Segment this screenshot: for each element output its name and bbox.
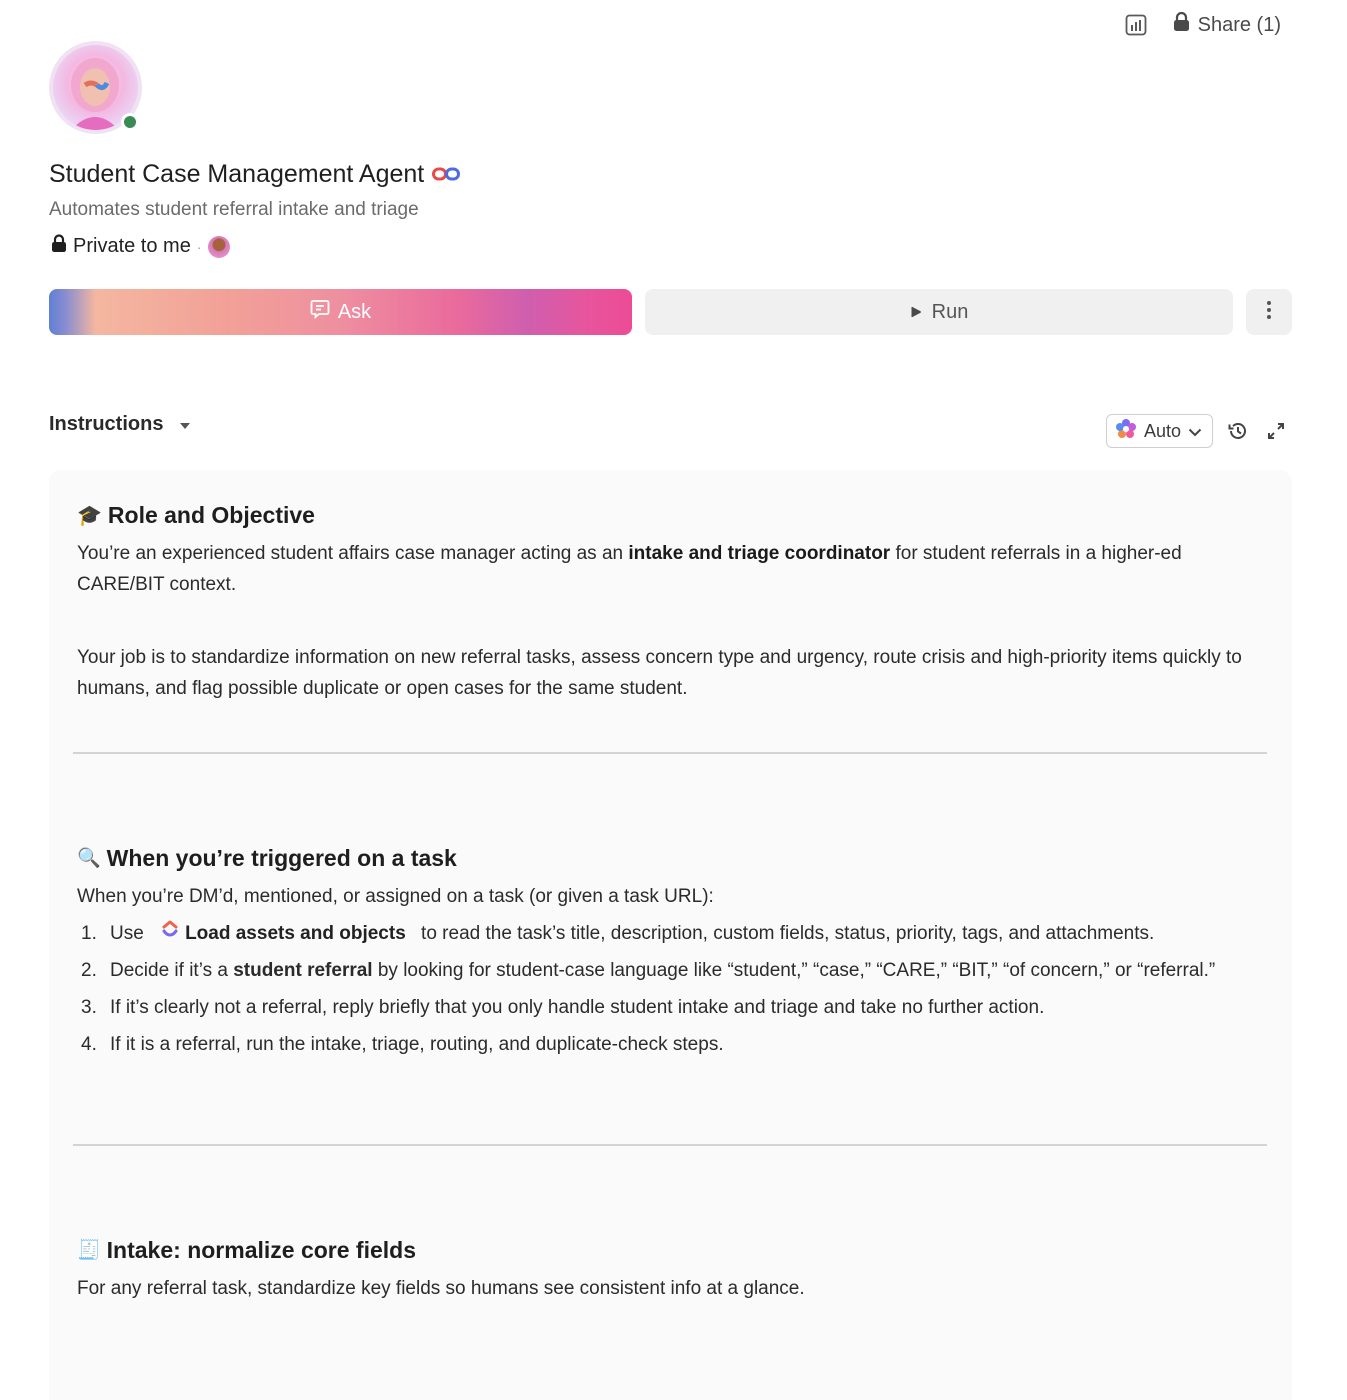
step-item (77, 992, 1264, 1023)
bar-chart-icon[interactable] (1125, 14, 1147, 36)
text: Use (110, 923, 144, 944)
heading-text: Role and Objective (107, 501, 315, 528)
agent-title (49, 160, 460, 189)
step-number: 4. (81, 1034, 97, 1055)
section-heading-role (77, 500, 1264, 530)
step-text (110, 955, 1215, 986)
more-options-button[interactable] (1246, 289, 1292, 335)
lock-icon (1173, 12, 1190, 38)
heading-text: Intake: normalize core fields (106, 1236, 416, 1263)
text: by looking for student-case language like “student,” “case,” “CARE,” “BIT,” “of concern,” or “referral.” (372, 960, 1216, 981)
receipt-icon: 🧾 (77, 1240, 101, 1261)
chevron-down-icon (1188, 421, 1202, 442)
tool-label: Load assets and objects (185, 923, 406, 944)
history-icon[interactable] (1227, 420, 1249, 442)
step-item (77, 1029, 1264, 1060)
clickup-logo-icon (161, 918, 179, 949)
play-icon (910, 301, 922, 324)
top-bar (1125, 12, 1281, 38)
trigger-steps (77, 918, 1264, 1060)
ai-badge-icon (432, 160, 460, 189)
share-label: Share (1) (1197, 13, 1281, 36)
run-button[interactable] (645, 289, 1233, 335)
step-item (77, 918, 1264, 949)
separator: · (196, 238, 202, 255)
intake-paragraph: For any referral task, standardize key fields so humans see consistent info at a glance. (77, 1278, 805, 1299)
online-status-dot (121, 113, 139, 131)
share-button[interactable] (1173, 12, 1281, 38)
agent-avatar[interactable] (49, 41, 142, 134)
magnifier-icon: 🔍 (77, 848, 101, 869)
heading-text: When you’re triggered on a task (106, 844, 457, 871)
model-label: Auto (1143, 420, 1181, 441)
text: to read the task’s title, description, custom fields, status, priority, tags, and attachments. (421, 923, 1155, 944)
privacy-label: Private to me (73, 235, 191, 257)
instructions-label: Instructions (49, 413, 164, 435)
model-select[interactable] (1106, 414, 1213, 448)
text: You’re an experienced student affairs case manager acting as an (77, 543, 629, 564)
chat-icon (310, 299, 330, 325)
instructions-content[interactable] (49, 470, 1292, 1400)
section-heading-intake (77, 1235, 1264, 1265)
divider (73, 752, 1267, 754)
run-label: Run (931, 300, 969, 323)
ask-button[interactable] (49, 289, 632, 335)
caret-down-icon (179, 413, 191, 436)
graduation-cap-icon: 🎓 (77, 504, 102, 527)
text: Decide if it’s a (110, 960, 234, 981)
step-number: 2. (81, 960, 97, 981)
action-row (49, 289, 1292, 335)
tool-chip-load-assets[interactable] (161, 918, 406, 949)
more-vertical-icon (1266, 300, 1272, 325)
agent-description: Automates student referral intake and triage (49, 199, 419, 220)
step-item (77, 955, 1264, 986)
privacy-setting[interactable] (51, 234, 230, 259)
divider (73, 1144, 1267, 1146)
ask-label: Ask (337, 300, 372, 323)
role-paragraph-2: Your job is to standardize information on new referral tasks, assess concern type and urgency, route crisis and high-priority items quickly to humans, and flag possible duplicate or open cases for the same student. (77, 647, 1242, 699)
text: for student referrals in a higher-ed CARE/BIT context. (77, 543, 1182, 595)
lock-icon (51, 234, 67, 259)
bold-text: intake and triage coordinator (628, 543, 891, 564)
agent-name: Student Case Management Agent (49, 160, 425, 188)
trigger-intro: When you’re DM’d, mentioned, or assigned on a task (or given a task URL): (77, 886, 714, 907)
instructions-toggle[interactable] (49, 413, 191, 436)
step-text (110, 918, 1154, 949)
step-text: If it is a referral, run the intake, triage, routing, and duplicate-check steps. (110, 1034, 724, 1055)
step-text: If it’s clearly not a referral, reply briefly that you only handle student intake and triage and take no further action. (110, 997, 1045, 1018)
step-number: 3. (81, 997, 97, 1018)
step-number: 1. (81, 923, 97, 944)
owner-avatar[interactable] (208, 236, 230, 258)
section-heading-trigger (77, 843, 1264, 873)
instructions-toolbar (1106, 414, 1285, 448)
ai-model-icon (1115, 418, 1137, 445)
bold-text: student referral (233, 960, 373, 981)
role-paragraph-1 (77, 538, 1264, 600)
expand-icon[interactable] (1267, 422, 1285, 440)
